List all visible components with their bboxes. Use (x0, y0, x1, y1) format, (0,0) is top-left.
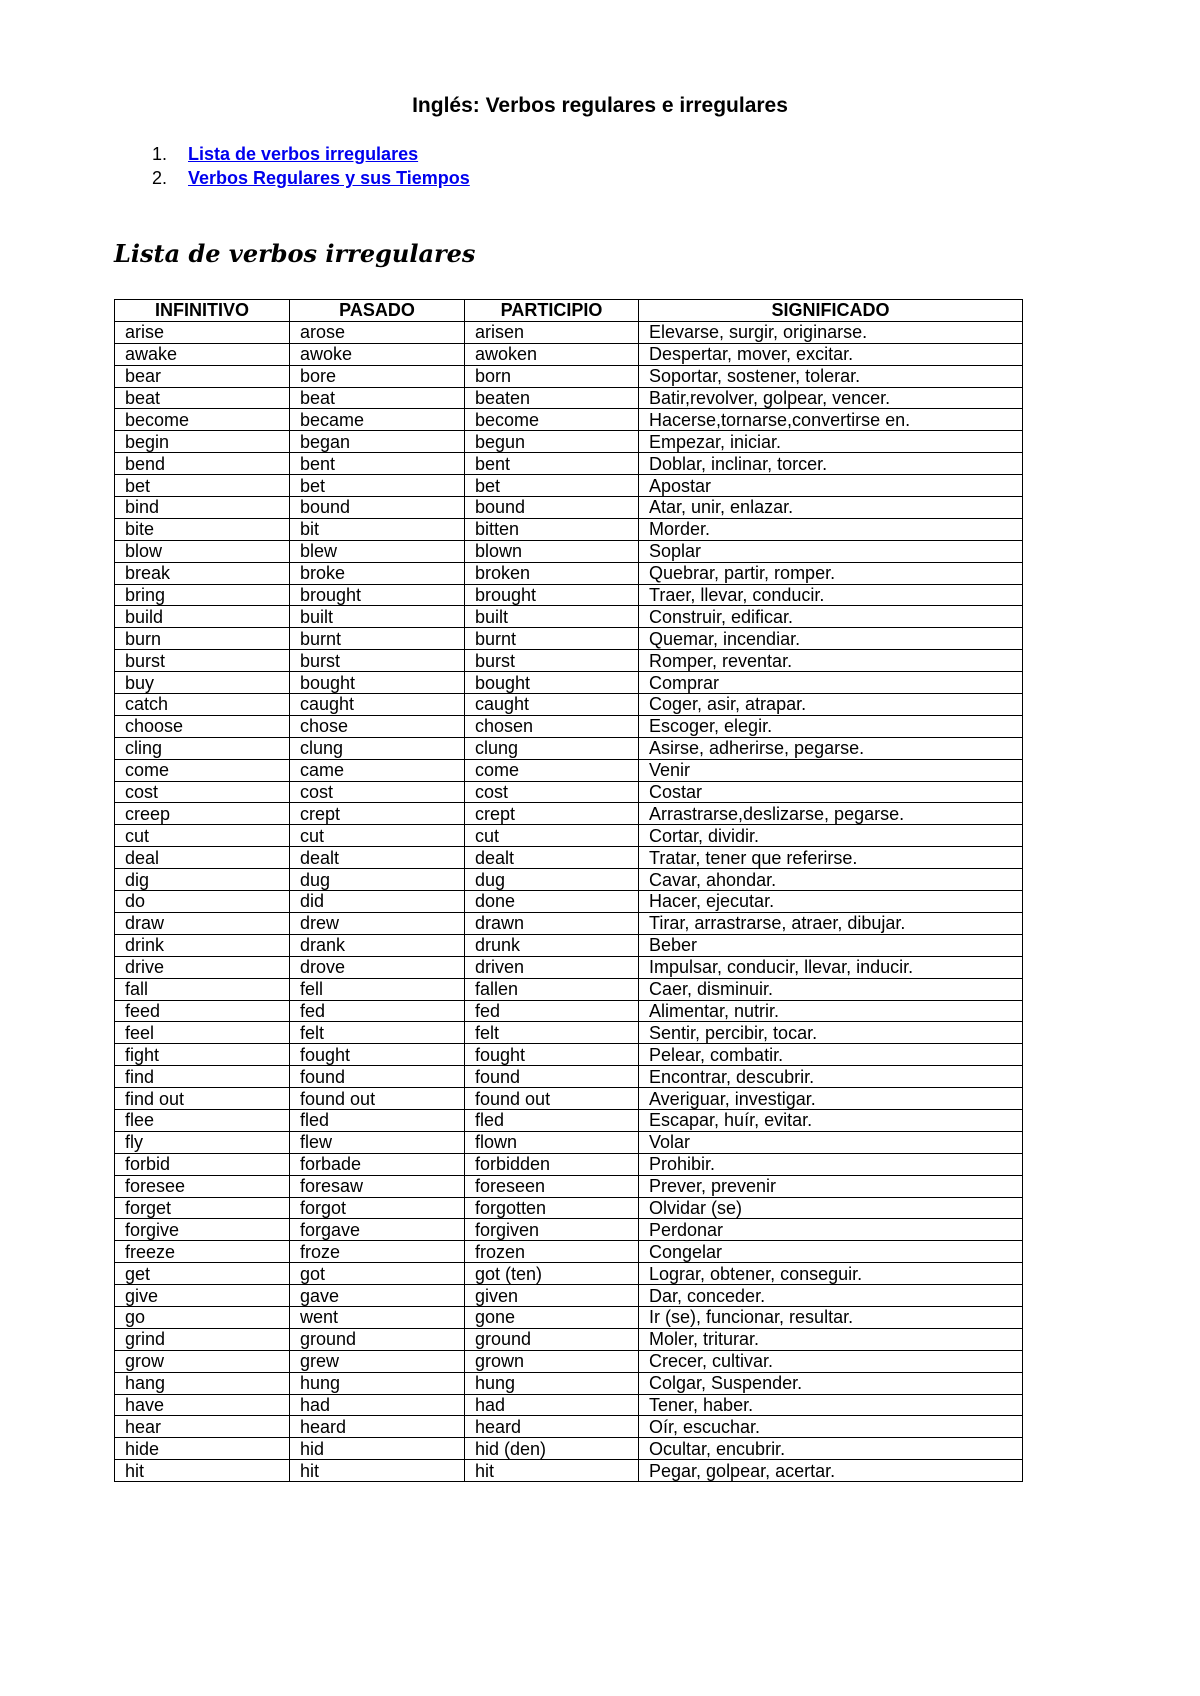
cell-participio: become (465, 409, 639, 431)
cell-significado: Volar (639, 1131, 1023, 1153)
cell-participio: found out (465, 1088, 639, 1110)
cell-infinitivo: feel (115, 1022, 290, 1044)
cell-participio: heard (465, 1416, 639, 1438)
cell-pasado: dealt (290, 847, 465, 869)
cell-participio: fought (465, 1044, 639, 1066)
cell-infinitivo: beat (115, 387, 290, 409)
cell-participio: blown (465, 540, 639, 562)
cell-pasado: bet (290, 475, 465, 497)
cell-infinitivo: bind (115, 497, 290, 519)
cell-significado: Prever, prevenir (639, 1175, 1023, 1197)
cell-significado: Prohibir. (639, 1153, 1023, 1175)
table-row (115, 1109, 1023, 1131)
cell-pasado: found out (290, 1088, 465, 1110)
cell-pasado: went (290, 1306, 465, 1328)
cell-pasado: drew (290, 912, 465, 934)
cell-infinitivo: blow (115, 540, 290, 562)
cell-participio: fallen (465, 978, 639, 1000)
cell-significado: Colgar, Suspender. (639, 1372, 1023, 1394)
cell-pasado: burnt (290, 628, 465, 650)
table-row (115, 540, 1023, 562)
cell-infinitivo: bring (115, 584, 290, 606)
cell-infinitivo: become (115, 409, 290, 431)
cell-infinitivo: drive (115, 956, 290, 978)
cell-participio: built (465, 606, 639, 628)
cell-infinitivo: hit (115, 1460, 290, 1482)
cell-infinitivo: awake (115, 343, 290, 365)
cell-infinitivo: fly (115, 1131, 290, 1153)
cell-pasado: brought (290, 584, 465, 606)
table-row (115, 584, 1023, 606)
cell-participio: chosen (465, 715, 639, 737)
table-row (115, 606, 1023, 628)
cell-participio: hit (465, 1460, 639, 1482)
table-row (115, 694, 1023, 716)
cell-significado: Cavar, ahondar. (639, 869, 1023, 891)
cell-significado: Soplar (639, 540, 1023, 562)
table-row (115, 1241, 1023, 1263)
table-header-row (115, 300, 1023, 322)
cell-pasado: grew (290, 1350, 465, 1372)
cell-pasado: bit (290, 518, 465, 540)
cell-infinitivo: dig (115, 869, 290, 891)
cell-pasado: bore (290, 365, 465, 387)
cell-pasado: built (290, 606, 465, 628)
cell-participio: driven (465, 956, 639, 978)
cell-significado: Romper, reventar. (639, 650, 1023, 672)
toc-number: 2. (152, 168, 168, 188)
cell-pasado: beat (290, 387, 465, 409)
cell-infinitivo: find out (115, 1088, 290, 1110)
cell-pasado: became (290, 409, 465, 431)
table-row (115, 934, 1023, 956)
cell-significado: Ocultar, encubrir. (639, 1438, 1023, 1460)
table-row (115, 759, 1023, 781)
cell-participio: fled (465, 1109, 639, 1131)
table-row (115, 453, 1023, 475)
cell-participio: given (465, 1285, 639, 1307)
table-row (115, 1197, 1023, 1219)
cell-participio: hung (465, 1372, 639, 1394)
cell-pasado: crept (290, 803, 465, 825)
cell-pasado: hit (290, 1460, 465, 1482)
cell-significado: Caer, disminuir. (639, 978, 1023, 1000)
cell-participio: hid (den) (465, 1438, 639, 1460)
cell-participio: dug (465, 869, 639, 891)
cell-infinitivo: forget (115, 1197, 290, 1219)
toc-item (152, 142, 470, 166)
cell-pasado: began (290, 431, 465, 453)
cell-significado: Oír, escuchar. (639, 1416, 1023, 1438)
section-heading: Lista de verbos irregulares (114, 239, 476, 268)
cell-participio: dealt (465, 847, 639, 869)
table-row (115, 978, 1023, 1000)
table-row (115, 825, 1023, 847)
cell-significado: Apostar (639, 475, 1023, 497)
cell-pasado: ground (290, 1328, 465, 1350)
cell-infinitivo: fight (115, 1044, 290, 1066)
cell-pasado: hid (290, 1438, 465, 1460)
toc-item (152, 166, 470, 190)
cell-participio: awoken (465, 343, 639, 365)
cell-participio: flown (465, 1131, 639, 1153)
cell-pasado: fed (290, 1000, 465, 1022)
cell-participio: come (465, 759, 639, 781)
irregular-verbs-table (114, 299, 1023, 1482)
cell-participio: caught (465, 694, 639, 716)
cell-infinitivo: draw (115, 912, 290, 934)
cell-pasado: burst (290, 650, 465, 672)
table-row (115, 518, 1023, 540)
cell-significado: Dar, conceder. (639, 1285, 1023, 1307)
cell-infinitivo: bear (115, 365, 290, 387)
table-body (115, 321, 1023, 1481)
page-title: Inglés: Verbos regulares e irregulares (412, 94, 788, 117)
cell-participio: drunk (465, 934, 639, 956)
cell-pasado: fled (290, 1109, 465, 1131)
cell-participio: cost (465, 781, 639, 803)
toc-link-irregular-verbs[interactable]: Lista de verbos irregulares (188, 144, 419, 164)
column-header-infinitivo: INFINITIVO (115, 300, 290, 322)
cell-infinitivo: do (115, 891, 290, 913)
cell-infinitivo: bite (115, 518, 290, 540)
cell-infinitivo: begin (115, 431, 290, 453)
cell-participio: bent (465, 453, 639, 475)
cell-significado: Batir,revolver, golpear, vencer. (639, 387, 1023, 409)
cell-pasado: dug (290, 869, 465, 891)
table-row (115, 1263, 1023, 1285)
table-row (115, 1175, 1023, 1197)
cell-pasado: cost (290, 781, 465, 803)
cell-significado: Comprar (639, 672, 1023, 694)
cell-participio: bet (465, 475, 639, 497)
cell-participio: crept (465, 803, 639, 825)
cell-infinitivo: fall (115, 978, 290, 1000)
cell-infinitivo: choose (115, 715, 290, 737)
cell-pasado: gave (290, 1285, 465, 1307)
cell-infinitivo: come (115, 759, 290, 781)
cell-infinitivo: arise (115, 321, 290, 343)
cell-significado: Escapar, huír, evitar. (639, 1109, 1023, 1131)
table-row (115, 956, 1023, 978)
table-row (115, 1044, 1023, 1066)
cell-pasado: forgave (290, 1219, 465, 1241)
cell-significado: Alimentar, nutrir. (639, 1000, 1023, 1022)
cell-significado: Quebrar, partir, romper. (639, 562, 1023, 584)
cell-infinitivo: cut (115, 825, 290, 847)
cell-significado: Empezar, iniciar. (639, 431, 1023, 453)
table-row (115, 1219, 1023, 1241)
table-row (115, 1285, 1023, 1307)
cell-participio: had (465, 1394, 639, 1416)
cell-participio: bitten (465, 518, 639, 540)
column-header-pasado: PASADO (290, 300, 465, 322)
cell-infinitivo: hang (115, 1372, 290, 1394)
cell-infinitivo: hide (115, 1438, 290, 1460)
cell-infinitivo: give (115, 1285, 290, 1307)
cell-infinitivo: break (115, 562, 290, 584)
cell-infinitivo: build (115, 606, 290, 628)
table-of-contents (152, 142, 470, 190)
cell-significado: Encontrar, descubrir. (639, 1066, 1023, 1088)
cell-significado: Escoger, elegir. (639, 715, 1023, 737)
cell-significado: Lograr, obtener, conseguir. (639, 1263, 1023, 1285)
cell-significado: Costar (639, 781, 1023, 803)
cell-infinitivo: grow (115, 1350, 290, 1372)
table-row (115, 803, 1023, 825)
cell-significado: Construir, edificar. (639, 606, 1023, 628)
cell-pasado: flew (290, 1131, 465, 1153)
cell-significado: Venir (639, 759, 1023, 781)
table-row (115, 1022, 1023, 1044)
cell-pasado: clung (290, 737, 465, 759)
table-row (115, 1306, 1023, 1328)
table-row (115, 387, 1023, 409)
cell-pasado: foresaw (290, 1175, 465, 1197)
cell-significado: Hacerse,tornarse,convertirse en. (639, 409, 1023, 431)
table-row (115, 1088, 1023, 1110)
cell-participio: frozen (465, 1241, 639, 1263)
cell-participio: fed (465, 1000, 639, 1022)
table-row (115, 1438, 1023, 1460)
cell-significado: Cortar, dividir. (639, 825, 1023, 847)
cell-participio: beaten (465, 387, 639, 409)
cell-significado: Elevarse, surgir, originarse. (639, 321, 1023, 343)
cell-pasado: bent (290, 453, 465, 475)
table-row (115, 431, 1023, 453)
cell-participio: arisen (465, 321, 639, 343)
cell-infinitivo: freeze (115, 1241, 290, 1263)
cell-participio: done (465, 891, 639, 913)
cell-infinitivo: hear (115, 1416, 290, 1438)
cell-significado: Atar, unir, enlazar. (639, 497, 1023, 519)
cell-participio: burst (465, 650, 639, 672)
table-row (115, 475, 1023, 497)
cell-infinitivo: flee (115, 1109, 290, 1131)
table-row (115, 650, 1023, 672)
cell-pasado: heard (290, 1416, 465, 1438)
cell-participio: drawn (465, 912, 639, 934)
table-row (115, 715, 1023, 737)
cell-significado: Morder. (639, 518, 1023, 540)
cell-pasado: did (290, 891, 465, 913)
table-row (115, 628, 1023, 650)
cell-pasado: bought (290, 672, 465, 694)
cell-pasado: came (290, 759, 465, 781)
cell-significado: Pelear, combatir. (639, 1044, 1023, 1066)
cell-pasado: forbade (290, 1153, 465, 1175)
cell-participio: broken (465, 562, 639, 584)
cell-pasado: bound (290, 497, 465, 519)
cell-infinitivo: foresee (115, 1175, 290, 1197)
cell-significado: Doblar, inclinar, torcer. (639, 453, 1023, 475)
column-header-significado: SIGNIFICADO (639, 300, 1023, 322)
cell-participio: ground (465, 1328, 639, 1350)
cell-infinitivo: grind (115, 1328, 290, 1350)
cell-pasado: broke (290, 562, 465, 584)
cell-infinitivo: get (115, 1263, 290, 1285)
cell-participio: clung (465, 737, 639, 759)
cell-infinitivo: have (115, 1394, 290, 1416)
cell-participio: burnt (465, 628, 639, 650)
column-header-participio: PARTICIPIO (465, 300, 639, 322)
table-row (115, 1350, 1023, 1372)
cell-participio: forgotten (465, 1197, 639, 1219)
table-row (115, 869, 1023, 891)
cell-pasado: forgot (290, 1197, 465, 1219)
table-row (115, 562, 1023, 584)
cell-significado: Moler, triturar. (639, 1328, 1023, 1350)
table-row (115, 343, 1023, 365)
cell-pasado: chose (290, 715, 465, 737)
cell-infinitivo: deal (115, 847, 290, 869)
cell-significado: Soportar, sostener, tolerar. (639, 365, 1023, 387)
cell-participio: found (465, 1066, 639, 1088)
table-row (115, 737, 1023, 759)
cell-significado: Olvidar (se) (639, 1197, 1023, 1219)
table-row (115, 1066, 1023, 1088)
cell-infinitivo: catch (115, 694, 290, 716)
cell-significado: Despertar, mover, excitar. (639, 343, 1023, 365)
table-row (115, 847, 1023, 869)
cell-infinitivo: burst (115, 650, 290, 672)
cell-infinitivo: cling (115, 737, 290, 759)
table-row (115, 365, 1023, 387)
cell-significado: Ir (se), funcionar, resultar. (639, 1306, 1023, 1328)
cell-pasado: caught (290, 694, 465, 716)
cell-pasado: got (290, 1263, 465, 1285)
cell-pasado: cut (290, 825, 465, 847)
cell-infinitivo: forgive (115, 1219, 290, 1241)
table-row (115, 1372, 1023, 1394)
cell-participio: gone (465, 1306, 639, 1328)
table-row (115, 1416, 1023, 1438)
cell-infinitivo: cost (115, 781, 290, 803)
table-row (115, 912, 1023, 934)
table-row (115, 672, 1023, 694)
cell-infinitivo: buy (115, 672, 290, 694)
cell-pasado: blew (290, 540, 465, 562)
table-row (115, 1153, 1023, 1175)
cell-infinitivo: find (115, 1066, 290, 1088)
cell-significado: Arrastrarse,deslizarse, pegarse. (639, 803, 1023, 825)
cell-participio: bound (465, 497, 639, 519)
cell-participio: begun (465, 431, 639, 453)
cell-infinitivo: go (115, 1306, 290, 1328)
cell-participio: got (ten) (465, 1263, 639, 1285)
cell-pasado: fell (290, 978, 465, 1000)
cell-participio: born (465, 365, 639, 387)
cell-pasado: felt (290, 1022, 465, 1044)
cell-significado: Coger, asir, atrapar. (639, 694, 1023, 716)
cell-infinitivo: forbid (115, 1153, 290, 1175)
cell-pasado: hung (290, 1372, 465, 1394)
cell-participio: foreseen (465, 1175, 639, 1197)
cell-significado: Averiguar, investigar. (639, 1088, 1023, 1110)
cell-infinitivo: burn (115, 628, 290, 650)
cell-infinitivo: bend (115, 453, 290, 475)
table-row (115, 409, 1023, 431)
cell-significado: Impulsar, conducir, llevar, inducir. (639, 956, 1023, 978)
table-row (115, 1328, 1023, 1350)
cell-pasado: arose (290, 321, 465, 343)
cell-infinitivo: feed (115, 1000, 290, 1022)
table-row (115, 321, 1023, 343)
cell-significado: Congelar (639, 1241, 1023, 1263)
table-row (115, 891, 1023, 913)
table-row (115, 497, 1023, 519)
cell-significado: Tirar, arrastrarse, atraer, dibujar. (639, 912, 1023, 934)
table-row (115, 781, 1023, 803)
cell-infinitivo: drink (115, 934, 290, 956)
table-row (115, 1460, 1023, 1482)
cell-participio: forgiven (465, 1219, 639, 1241)
cell-significado: Quemar, incendiar. (639, 628, 1023, 650)
cell-significado: Traer, llevar, conducir. (639, 584, 1023, 606)
cell-participio: felt (465, 1022, 639, 1044)
cell-participio: cut (465, 825, 639, 847)
cell-significado: Pegar, golpear, acertar. (639, 1460, 1023, 1482)
cell-pasado: found (290, 1066, 465, 1088)
toc-link-regular-verbs[interactable]: Verbos Regulares y sus Tiempos (188, 168, 470, 188)
toc-number: 1. (152, 144, 168, 164)
cell-significado: Crecer, cultivar. (639, 1350, 1023, 1372)
cell-pasado: awoke (290, 343, 465, 365)
cell-pasado: had (290, 1394, 465, 1416)
cell-significado: Asirse, adherirse, pegarse. (639, 737, 1023, 759)
cell-infinitivo: bet (115, 475, 290, 497)
table-row (115, 1000, 1023, 1022)
cell-participio: forbidden (465, 1153, 639, 1175)
cell-pasado: froze (290, 1241, 465, 1263)
cell-pasado: drank (290, 934, 465, 956)
table-row (115, 1131, 1023, 1153)
cell-participio: grown (465, 1350, 639, 1372)
cell-significado: Beber (639, 934, 1023, 956)
cell-significado: Tratar, tener que referirse. (639, 847, 1023, 869)
cell-participio: brought (465, 584, 639, 606)
cell-significado: Hacer, ejecutar. (639, 891, 1023, 913)
cell-significado: Sentir, percibir, tocar. (639, 1022, 1023, 1044)
table-row (115, 1394, 1023, 1416)
cell-pasado: fought (290, 1044, 465, 1066)
cell-significado: Perdonar (639, 1219, 1023, 1241)
cell-pasado: drove (290, 956, 465, 978)
cell-significado: Tener, haber. (639, 1394, 1023, 1416)
cell-infinitivo: creep (115, 803, 290, 825)
cell-participio: bought (465, 672, 639, 694)
